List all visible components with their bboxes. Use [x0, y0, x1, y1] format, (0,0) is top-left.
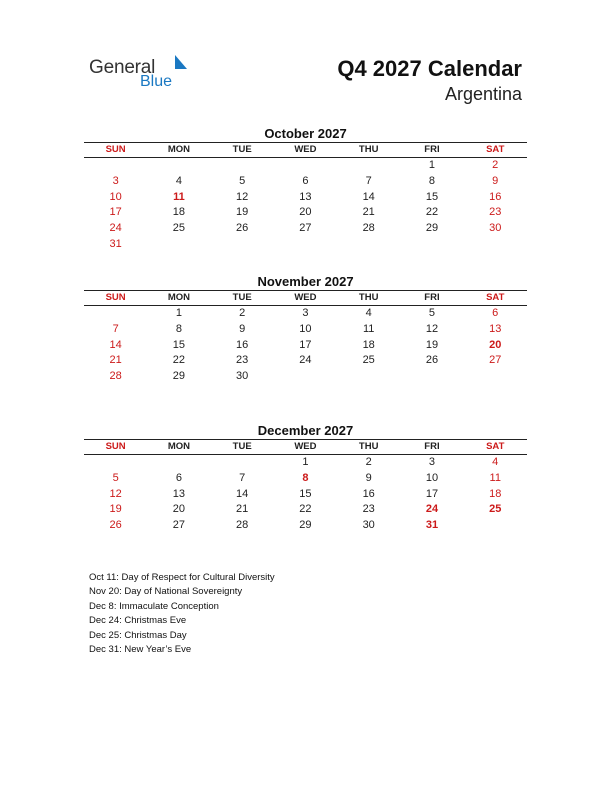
empty-day-cell: [147, 158, 210, 174]
weekday-header-mon: MON: [167, 292, 190, 303]
day-cell: 9: [239, 322, 246, 335]
month-grid: [84, 455, 527, 534]
day-cell: 28: [236, 519, 249, 532]
day-cell: 15: [172, 338, 186, 351]
day-cell: 19: [236, 206, 249, 219]
page-title: Q4 2027 Calendar: [337, 56, 522, 81]
weekday-header-mon: MON: [167, 441, 190, 452]
empty-day-cell: [400, 369, 463, 385]
country-subtitle: Argentina: [444, 84, 522, 104]
day-cell: 8: [175, 322, 182, 335]
day-cell: 29: [172, 370, 186, 383]
day-cell: 2: [492, 159, 499, 171]
weekday-header-thu: THU: [358, 441, 379, 452]
weekday-header-row: [84, 290, 527, 306]
day-cell: 21: [362, 206, 375, 219]
day-cell: 6: [302, 174, 309, 187]
holiday-day-cell: 25: [489, 503, 502, 516]
day-cell: 3: [428, 456, 436, 468]
week-row: [84, 369, 527, 385]
empty-day-cell: [211, 158, 274, 174]
empty-day-cell: [211, 237, 274, 253]
week-row: [84, 353, 527, 369]
empty-day-cell: [337, 237, 400, 253]
holiday-item: Oct 11: Day of Respect for Cultural Diversity: [89, 572, 275, 583]
day-cell: 26: [236, 222, 249, 235]
day-cell: 5: [428, 307, 436, 319]
day-cell: 23: [236, 354, 249, 367]
day-cell: 12: [425, 322, 439, 335]
holiday-day-cell: 20: [489, 338, 502, 351]
logo-word-general: General: [89, 57, 156, 78]
day-cell: 29: [299, 519, 312, 532]
empty-day-cell: [337, 158, 400, 174]
holiday-item: Dec 25: Christmas Day: [89, 629, 187, 641]
day-cell: 13: [299, 190, 312, 203]
day-cell: 21: [236, 503, 249, 516]
weekday-header-row: [84, 142, 527, 158]
day-cell: 22: [172, 354, 186, 367]
holiday-item: Nov 20: Day of National Sovereignty: [89, 586, 243, 598]
month-grid: [84, 306, 527, 385]
day-cell: 8: [428, 174, 436, 187]
week-row: [84, 487, 527, 503]
week-row: [84, 237, 527, 253]
generalblue-logo: [89, 55, 189, 95]
day-cell: 10: [109, 190, 122, 203]
empty-day-cell: [147, 237, 210, 253]
day-cell: 25: [172, 222, 186, 235]
day-cell: 30: [489, 222, 502, 235]
day-cell: 29: [425, 222, 439, 235]
weekday-header-sun: SUN: [105, 292, 126, 303]
holiday-list: [89, 571, 275, 657]
day-cell: 24: [299, 354, 312, 367]
week-row: [84, 306, 527, 322]
day-cell: 3: [112, 174, 119, 187]
month-title: October 2027: [264, 126, 347, 141]
day-cell: 30: [362, 519, 375, 532]
weekday-header-wed: WED: [294, 144, 317, 155]
weekday-header-tue: TUE: [232, 144, 252, 155]
day-cell: 17: [425, 487, 439, 500]
day-cell: 2: [239, 307, 246, 319]
weekday-header-thu: THU: [358, 292, 379, 303]
day-cell: 16: [362, 487, 375, 500]
month-grid: [84, 158, 527, 253]
month-block-december: [84, 422, 527, 534]
day-cell: 17: [299, 338, 312, 351]
day-cell: 11: [489, 471, 501, 484]
holiday-day-cell: 24: [425, 503, 439, 516]
day-cell: 4: [365, 307, 372, 319]
empty-day-cell: [337, 369, 400, 385]
month-block-november: [84, 273, 527, 385]
logo-triangle-icon: [175, 55, 187, 69]
day-cell: 1: [175, 307, 182, 319]
day-cell: 10: [425, 471, 439, 484]
day-cell: 15: [425, 190, 439, 203]
holiday-item: Dec 8: Immaculate Conception: [89, 600, 219, 612]
weekday-header-sun: SUN: [105, 441, 126, 452]
week-row: [84, 502, 527, 518]
day-cell: 30: [236, 370, 249, 383]
day-cell: 20: [172, 503, 186, 516]
empty-day-cell: [274, 158, 337, 174]
week-row: [84, 205, 527, 221]
empty-day-cell: [464, 369, 527, 385]
empty-day-cell: [211, 455, 274, 471]
day-cell: 16: [489, 190, 502, 203]
day-cell: 26: [425, 354, 439, 367]
weekday-header-sat: SAT: [486, 144, 505, 155]
day-cell: 6: [492, 307, 499, 319]
day-cell: 13: [489, 322, 502, 335]
day-cell: 3: [302, 307, 309, 319]
logo-word-blue: Blue: [140, 73, 173, 90]
empty-day-cell: [84, 455, 147, 471]
empty-day-cell: [147, 455, 210, 471]
weekday-header-tue: TUE: [232, 441, 252, 452]
empty-day-cell: [400, 237, 463, 253]
month-title: December 2027: [257, 423, 354, 438]
week-row: [84, 322, 527, 338]
weekday-header-sat: SAT: [486, 292, 505, 303]
day-cell: 9: [365, 471, 372, 484]
day-cell: 22: [299, 503, 312, 516]
weekday-header-tue: TUE: [232, 292, 252, 303]
day-cell: 1: [428, 159, 436, 171]
empty-day-cell: [464, 518, 527, 534]
day-cell: 27: [489, 354, 502, 367]
day-cell: 23: [362, 503, 375, 516]
week-row: [84, 174, 527, 190]
day-cell: 10: [299, 322, 312, 335]
week-row: [84, 158, 527, 174]
day-cell: 27: [299, 222, 312, 235]
day-cell: 25: [362, 354, 375, 367]
holiday-item: Dec 24: Christmas Eve: [89, 615, 187, 627]
day-cell: 7: [112, 322, 119, 335]
day-cell: 27: [172, 519, 186, 532]
week-row: [84, 518, 527, 534]
day-cell: 9: [492, 174, 499, 187]
day-cell: 5: [112, 471, 119, 484]
holiday-day-cell: 11: [173, 190, 185, 203]
day-cell: 2: [365, 456, 372, 468]
day-cell: 4: [175, 174, 182, 187]
day-cell: 14: [362, 190, 375, 203]
day-cell: 26: [109, 519, 122, 532]
weekday-header-wed: WED: [294, 292, 317, 303]
weekday-header-fri: FRI: [424, 292, 440, 303]
day-cell: 19: [109, 503, 122, 516]
day-cell: 14: [236, 487, 249, 500]
day-cell: 19: [425, 338, 439, 351]
weekday-header-fri: FRI: [424, 441, 440, 452]
holiday-day-cell: 31: [425, 519, 439, 532]
day-cell: 17: [109, 206, 122, 219]
week-row: [84, 455, 527, 471]
day-cell: 16: [236, 338, 249, 351]
day-cell: 12: [236, 190, 249, 203]
holiday-day-cell: 8: [302, 471, 309, 484]
day-cell: 24: [109, 222, 122, 235]
day-cell: 12: [109, 487, 122, 500]
day-cell: 31: [109, 237, 122, 250]
day-cell: 1: [302, 456, 309, 468]
holiday-item: Dec 31: New Year’s Eve: [89, 643, 192, 655]
day-cell: 28: [109, 370, 122, 383]
day-cell: 13: [172, 487, 186, 500]
empty-day-cell: [274, 369, 337, 385]
day-cell: 15: [299, 487, 312, 500]
day-cell: 28: [362, 222, 375, 235]
empty-day-cell: [464, 237, 527, 253]
day-cell: 20: [299, 206, 312, 219]
week-row: [84, 190, 527, 206]
month-block-october: [84, 125, 527, 253]
day-cell: 7: [239, 471, 246, 484]
week-row: [84, 338, 527, 354]
day-cell: 18: [489, 487, 502, 500]
month-title: November 2027: [257, 274, 354, 289]
weekday-header-wed: WED: [294, 441, 317, 452]
empty-day-cell: [84, 306, 147, 322]
day-cell: 6: [175, 471, 182, 484]
empty-day-cell: [274, 237, 337, 253]
empty-day-cell: [84, 158, 147, 174]
day-cell: 18: [172, 206, 186, 219]
week-row: [84, 221, 527, 237]
day-cell: 18: [362, 338, 375, 351]
day-cell: 23: [489, 206, 502, 219]
day-cell: 5: [239, 174, 246, 187]
weekday-header-sun: SUN: [105, 144, 126, 155]
day-cell: 21: [109, 354, 122, 367]
day-cell: 11: [362, 322, 375, 335]
weekday-header-fri: FRI: [424, 144, 440, 155]
week-row: [84, 471, 527, 487]
day-cell: 14: [109, 338, 122, 351]
day-cell: 7: [365, 174, 372, 187]
weekday-header-sat: SAT: [486, 441, 505, 452]
day-cell: 4: [492, 456, 499, 468]
weekday-header-mon: MON: [167, 144, 190, 155]
weekday-header-row: [84, 439, 527, 455]
day-cell: 22: [425, 206, 439, 219]
weekday-header-thu: THU: [358, 144, 379, 155]
